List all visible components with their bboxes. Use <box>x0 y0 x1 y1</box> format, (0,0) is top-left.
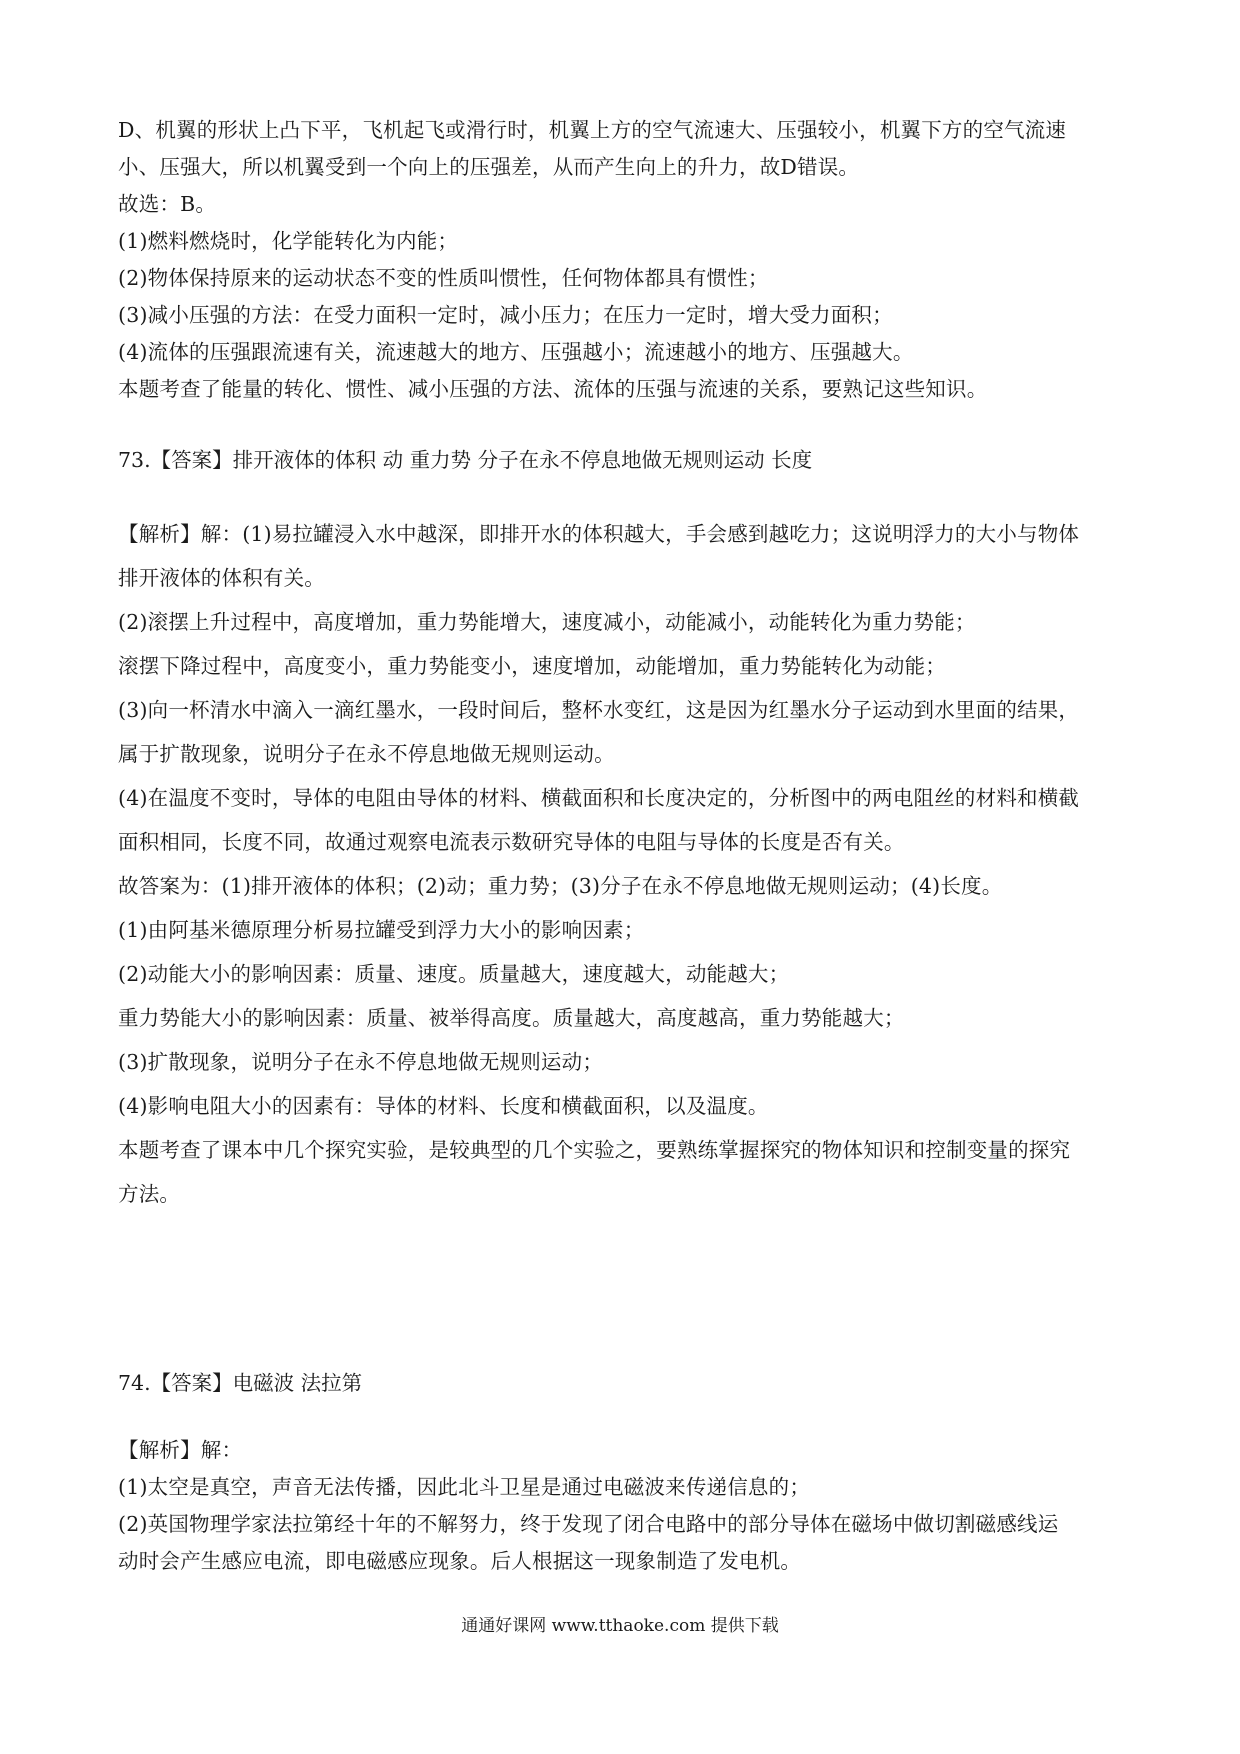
text-line: 本题考查了课本中几个探究实验，是较典型的几个实验之，要熟练掌握探究的物体知识和控制变量的探究 <box>118 1138 1071 1162</box>
text-line: 属于扩散现象，说明分子在永不停息地做无规则运动。 <box>118 742 615 766</box>
text-line: (2)滚摆上升过程中，高度增加，重力势能增大，速度减小，动能减小，动能转化为重力势能； <box>118 610 976 634</box>
previous-analysis-block <box>118 112 1066 408</box>
text-line: (4)在温度不变时，导体的电阻由导体的材料、横截面积和长度决定的，分析图中的两电阻丝的材料和横截 <box>118 786 1080 810</box>
text-line: 本题考查了能量的转化、惯性、减小压强的方法、流体的压强与流速的关系，要熟记这些知识。 <box>118 377 988 401</box>
text-line: (2)物体保持原来的运动状态不变的性质叫惯性，任何物体都具有惯性； <box>118 266 769 290</box>
text-line: (4)影响电阻大小的因素有：导体的材料、长度和横截面积，以及温度。 <box>118 1094 769 1118</box>
text-line: 方法。 <box>118 1182 181 1206</box>
text-line: (1)由阿基米德原理分析易拉罐受到浮力大小的影响因素； <box>118 918 645 942</box>
text-line: (1)燃料燃烧时，化学能转化为内能； <box>118 229 459 253</box>
q73-analysis-block <box>118 512 1079 1216</box>
text-line: (2)动能大小的影响因素：质量、速度。质量越大，速度越大，动能越大； <box>118 962 790 986</box>
text-line: 故答案为：(1)排开液体的体积；(2)动；重力势；(3)分子在永不停息地做无规则运动；(4)长度。 <box>118 874 1003 898</box>
q74-analysis-block <box>118 1432 1058 1580</box>
text-line: 面积相同，长度不同，故通过观察电流表示数研究导体的电阻与导体的长度是否有关。 <box>118 830 905 854</box>
text-line: 【解析】解： <box>118 1438 243 1462</box>
text-line: D、机翼的形状上凸下平，飞机起飞或滑行时，机翼上方的空气流速大、压强较小，机翼下方的空气流速 <box>118 118 1067 142</box>
text-line: (2)英国物理学家法拉第经十年的不解努力，终于发现了闭合电路中的部分导体在磁场中做切割磁感线运 <box>118 1512 1059 1536</box>
text-line: (3)扩散现象，说明分子在永不停息地做无规则运动； <box>118 1050 604 1074</box>
text-line: 滚摆下降过程中，高度变小，重力势能变小，速度增加，动能增加，重力势能转化为动能； <box>118 654 946 678</box>
text-line: 排开液体的体积有关。 <box>118 566 325 590</box>
text-line: (1)太空是真空，声音无法传播，因此北斗卫星是通过电磁波来传递信息的； <box>118 1475 811 1499</box>
text-line: 重力势能大小的影响因素：质量、被举得高度。质量越大，高度越高，重力势能越大； <box>118 1006 905 1030</box>
text-line: 【解析】解：(1)易拉罐浸入水中越深，即排开水的体积越大，手会感到越吃力；这说明浮力的大小与物体 <box>118 522 1080 546</box>
text-line: (3)向一杯清水中滴入一滴红墨水，一段时间后，整杯水变红，这是因为红墨水分子运动到水里面的结果， <box>118 698 1080 722</box>
q74-answer: 74.【答案】电磁波 法拉第 <box>118 1371 363 1395</box>
text-line: (4)流体的压强跟流速有关，流速越大的地方、压强越小；流速越小的地方、压强越大。 <box>118 340 914 364</box>
text-line: (3)减小压强的方法：在受力面积一定时，减小压力；在压力一定时，增大受力面积； <box>118 303 893 327</box>
text-line: 故选：B。 <box>118 192 217 216</box>
q73-answer: 73.【答案】排开液体的体积 动 重力势 分子在永不停息地做无规则运动 长度 <box>118 448 813 472</box>
page-footer: 通通好课网 www.tthaoke.com 提供下载 <box>461 1616 779 1636</box>
text-line: 小、压强大，所以机翼受到一个向上的压强差，从而产生向上的升力，故D错误。 <box>118 155 860 179</box>
text-line: 动时会产生感应电流，即电磁感应现象。后人根据这一现象制造了发电机。 <box>118 1549 802 1573</box>
